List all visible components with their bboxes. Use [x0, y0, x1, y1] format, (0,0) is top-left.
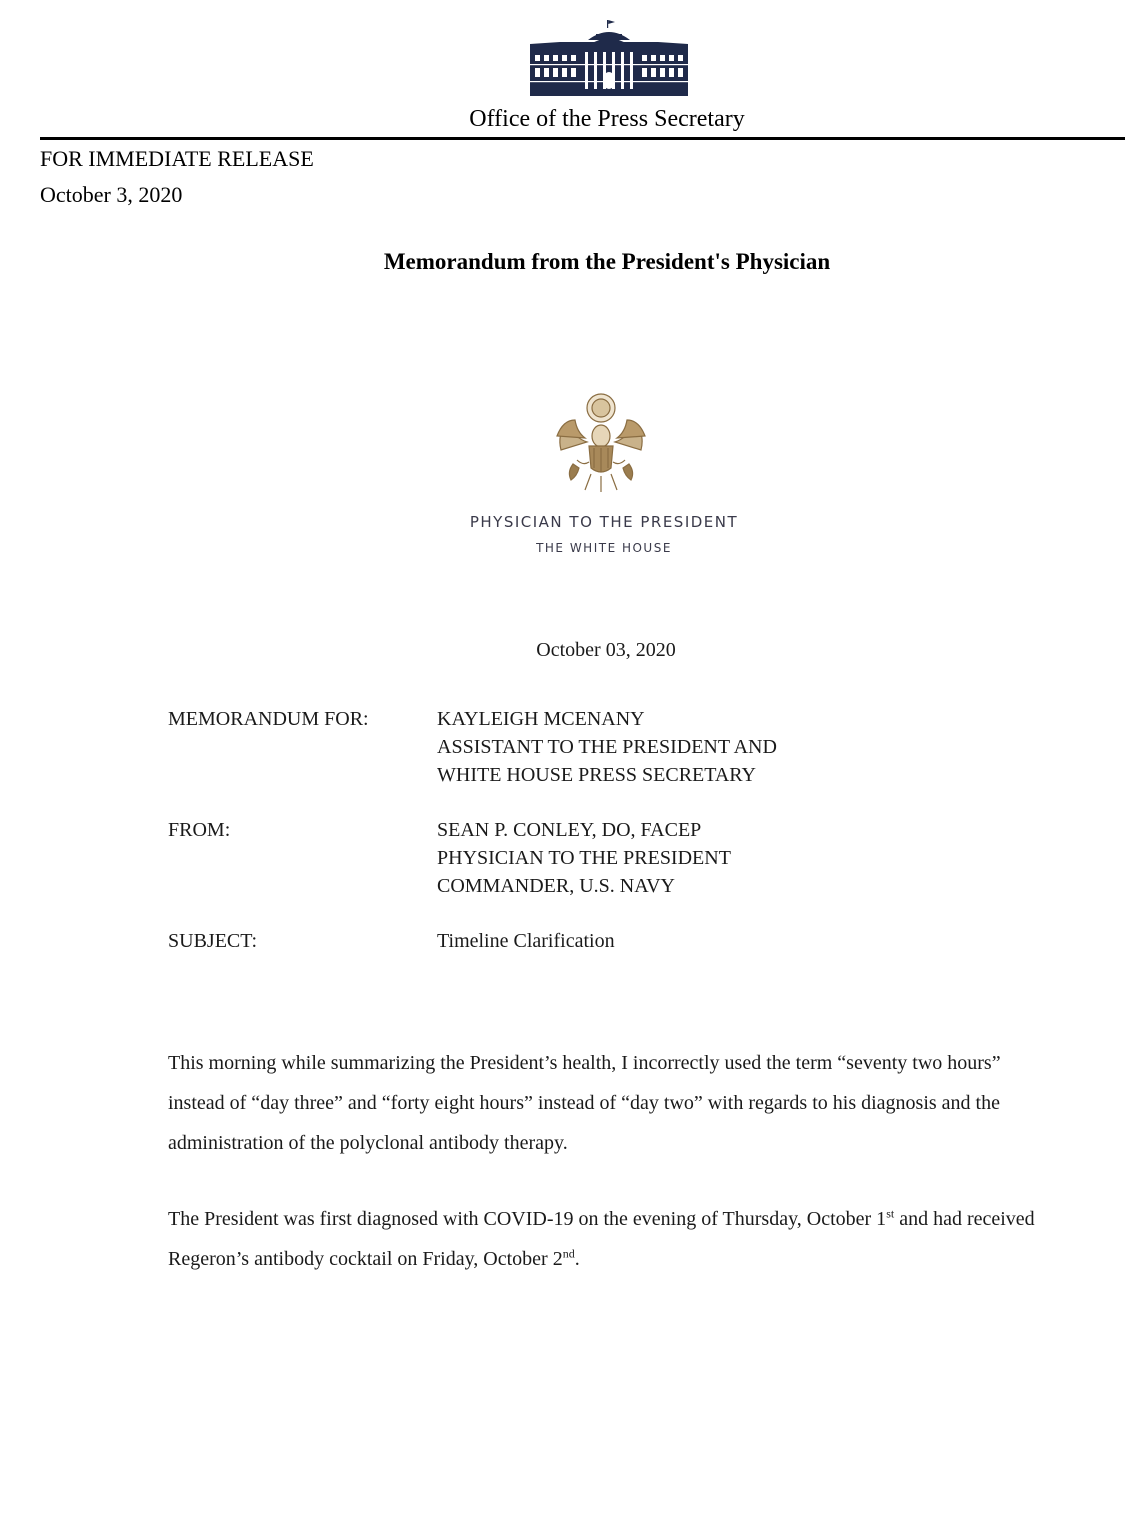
memo-date: October 03, 2020 — [536, 639, 676, 661]
from-line: PHYSICIAN TO THE PRESIDENT — [437, 847, 731, 869]
memo-paragraph-1: This morning while summarizing the President’s health, I incorrectly used the term “seventy two hours” instead of “day three” and “forty eight hours” instead of “day two” with regards to his diagnosis and the administration of the polyclonal antibody therapy. — [168, 1052, 1001, 1154]
header-divider — [40, 137, 1125, 140]
from-line: COMMANDER, U.S. NAVY — [437, 875, 675, 897]
paragraph-2-text: and had received Regeron’s antibody cocktail on Friday, October 2 — [168, 1208, 1035, 1270]
press-headline: Memorandum from the President's Physician — [383, 249, 831, 274]
memorandum-for-line: ASSISTANT TO THE PRESIDENT AND — [437, 736, 777, 758]
letterhead-title: PHYSICIAN TO THE PRESIDENT — [469, 513, 739, 531]
from-label: FROM: — [168, 819, 231, 841]
subject-label: SUBJECT: — [168, 930, 258, 952]
from-line: SEAN P. CONLEY, DO, FACEP — [437, 819, 702, 841]
ordinal-suffix: st — [886, 1206, 895, 1221]
presidential-seal-icon — [553, 390, 649, 494]
release-date: October 3, 2020 — [40, 182, 183, 207]
letterhead-subtitle: THE WHITE HOUSE — [536, 541, 672, 555]
memorandum-for-label: MEMORANDUM FOR: — [168, 708, 369, 730]
office-title: Office of the Press Secretary — [469, 106, 745, 132]
ordinal-suffix: nd — [562, 1246, 575, 1261]
white-house-logo-icon — [530, 20, 688, 96]
memorandum-for-line: KAYLEIGH MCENANY — [437, 708, 645, 730]
memo-paragraph-2 — [168, 1199, 1048, 1279]
memorandum-for-line: WHITE HOUSE PRESS SECRETARY — [437, 764, 756, 786]
release-label: FOR IMMEDIATE RELEASE — [40, 146, 314, 171]
paragraph-2-text: The President was first diagnosed with COVID-19 on the evening of Thursday, October 1 — [168, 1208, 887, 1230]
subject-value: Timeline Clarification — [437, 930, 615, 952]
paragraph-2-text: . — [574, 1248, 580, 1270]
